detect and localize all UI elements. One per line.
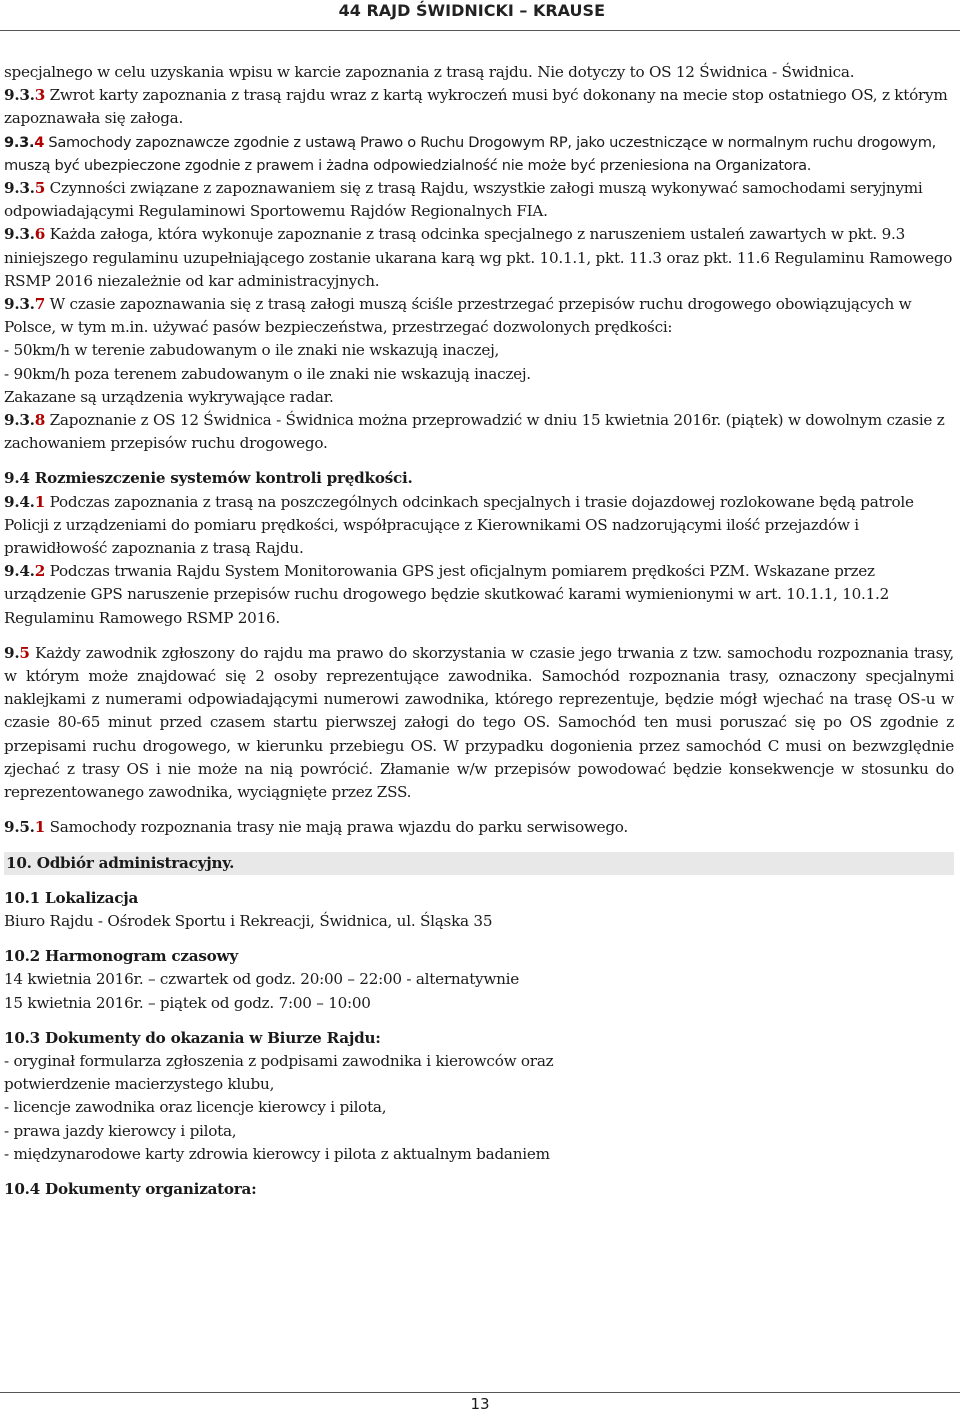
heading-10-3: 10.3 Dokumenty do okazania w Biurze Rajdu: <box>4 1028 381 1047</box>
heading-10-2: 10.2 Harmonogram czasowy <box>4 947 238 966</box>
paragraph-9-3-4 <box>4 131 954 177</box>
clause-text: Czynności związane z zapoznawaniem się z trasą Rajdu, wszystkie załogi muszą wykonywać samochodami seryjnymi odpowiadającymi Regulaminowi Sportowemu Rajdów Regionalnych FIA. <box>4 179 923 221</box>
page-header <box>0 0 960 31</box>
paragraph-9-3-6 <box>4 223 954 293</box>
clause-text: Samochody rozpoznania trasy nie mają prawa wjazdu do parku serwisowego. <box>45 818 628 837</box>
clause-number-suffix: 1 <box>34 818 46 837</box>
radar-detector-ban: Zakazane są urządzenia wykrywające radar. <box>4 387 334 406</box>
clause-number-prefix: 9.5. <box>4 818 35 837</box>
schedule-thursday: 14 kwietnia 2016r. – czwartek od godz. 20:00 – 22:00 - alternatywnie <box>4 970 520 989</box>
clause-number-suffix: 8 <box>34 411 46 430</box>
spacer <box>4 630 954 642</box>
document-title: 44 RAJD ŚWIDNICKI – KRAUSE <box>338 1 605 20</box>
clause-number-suffix: 1 <box>34 492 46 511</box>
section-10-heading: 10. Odbiór administracyjny. <box>4 852 954 875</box>
speed-limit-urban: - 50km/h w terenie zabudowanym o ile znaki nie wskazują inaczej, <box>4 341 500 360</box>
clause-number-suffix: 2 <box>34 562 46 581</box>
clause-number-prefix: 9.3. <box>4 86 35 105</box>
clause-text: Każdy zawodnik zgłoszony do rajdu ma prawo do skorzystania w czasie jego trwania z tzw. samochodu rozpoznania trasy, w którym może znajdować się 2 osoby reprezentujące zawodnika. Samochód rozpoznania trasy, oznaczony specjalnymi naklejkami z numerami odpowiadającymi numerowi zawodnika, którego reprezentuje, będzie mógł wjechać na trasę OS-u w czasie 80-65 minut przed czasem startu pierwszej załogi do tego OS. Samochód ten musi poruszać się po OS zgodnie z przepisami ruchu drogowego, w kierunku przebiegu OS. W przypadku dogonienia przez samochód C musi on bezwzględnie zjechać z trasy OS i nie może na nią powrócić. Złamanie w/w przepisów powodować będzie konsekwencje w stosunku do reprezentowanego zawodnika, wyciągnięte przez ZSS. <box>4 643 954 802</box>
clause-number-suffix: 3 <box>34 86 46 105</box>
document-item: - licencje zawodnika oraz licencje kierowcy i pilota, <box>4 1098 387 1117</box>
clause-text: Podczas trwania Rajdu System Monitorowania GPS jest oficjalnym pomiarem prędkości PZM. Wskazane przez urządzenie GPS naruszenie przepisów ruchu drogowego będzie skutkować karami wymienionymi w art. 10.1.1, 10.1.2 Regulaminu Ramowego RSMP 2016. <box>4 562 889 627</box>
speed-limit-rural: - 90km/h poza terenem zabudowanym o ile znaki nie wskazują inaczej. <box>4 364 531 383</box>
clause-text: Każda załoga, która wykonuje zapoznanie z trasą odcinka specjalnego z naruszeniem ustaleń zawartych w pkt. 9.3 niniejszego regulaminu uzupełniającego zostanie ukarana karą wg pkt. 10.1.1, pkt. 11.3 oraz pkt. 11.6 Regulaminu Ramowego RSMP 2016 niezależnie od kar administracyjnych. <box>4 225 953 290</box>
spacer <box>4 840 954 852</box>
paragraph-9-4-1 <box>4 491 954 561</box>
paragraph-9-3-8 <box>4 409 954 455</box>
clause-number-suffix: 4 <box>34 133 45 151</box>
page-content <box>4 61 954 1201</box>
clause-number-prefix: 9.3. <box>4 179 35 198</box>
clause-number-prefix: 9.3. <box>4 225 35 244</box>
paragraph-9-5 <box>4 642 954 804</box>
paragraph-9-3-5 <box>4 177 954 223</box>
clause-text: Zapoznanie z OS 12 Świdnica - Świdnica można przeprowadzić w dniu 15 kwietnia 2016r. (piątek) w dowolnym czasie z zachowaniem przepisów ruchu drogowego. <box>4 411 945 453</box>
spacer <box>4 1015 954 1027</box>
rally-office-location: Biuro Rajdu - Ośrodek Sportu i Rekreacji, Świdnica, ul. Śląska 35 <box>4 911 493 930</box>
clause-number-prefix: 9.3. <box>4 295 35 314</box>
clause-number-prefix: 9. <box>4 643 20 662</box>
clause-number-suffix: 5 <box>19 643 30 662</box>
clause-number-prefix: 9.4. <box>4 492 35 511</box>
clause-number-suffix: 7 <box>34 295 46 314</box>
clause-number-suffix: 5 <box>34 179 46 198</box>
document-item-continuation: potwierdzenie macierzystego klubu, <box>4 1075 275 1094</box>
paragraph-9-5-1 <box>4 816 954 839</box>
paragraph-9-3-7 <box>4 293 954 339</box>
paragraph-9-3-3 <box>4 84 954 130</box>
heading-9-4: 9.4 Rozmieszczenie systemów kontroli prędkości. <box>4 469 413 488</box>
heading-10-1: 10.1 Lokalizacja <box>4 888 139 907</box>
paragraph-9-4-2 <box>4 560 954 630</box>
schedule-friday: 15 kwietnia 2016r. – piątek od godz. 7:00 – 10:00 <box>4 993 371 1012</box>
document-item: - oryginał formularza zgłoszenia z podpisami zawodnika i kierowców oraz <box>4 1051 554 1070</box>
clause-text: Zwrot karty zapoznania z trasą rajdu wraz z kartą wykroczeń musi być dokonany na mecie stop ostatniego OS, z którym zapoznawała się załoga. <box>4 86 948 128</box>
document-item: - prawa jazdy kierowcy i pilota, <box>4 1121 237 1140</box>
clause-number-prefix: 9.4. <box>4 562 35 581</box>
clause-text: Samochody zapoznawcze zgodnie z ustawą Prawo o Ruchu Drogowym RP, jako uczestniczące w normalnym ruchu drogowym, muszą być ubezpieczone zgodnie z prawem i żadna odpowiedzialność nie może być przeniesiona na Organizatora. <box>4 133 936 174</box>
heading-10-4: 10.4 Dokumenty organizatora: <box>4 1179 257 1198</box>
spacer <box>4 933 954 945</box>
clause-number-suffix: 6 <box>34 225 46 244</box>
clause-number-prefix: 9.3. <box>4 411 35 430</box>
document-item: - międzynarodowe karty zdrowia kierowcy i pilota z aktualnym badaniem <box>4 1144 550 1163</box>
clause-text: Podczas zapoznania z trasą na poszczególnych odcinkach specjalnych i trasie dojazdowej rozlokowane będą patrole Policji z urządzeniami do pomiaru prędkości, współpracujące z Kierownikami OS nadzorującymi ilość przejazdów i prawidłowość zapoznania z trasą Rajdu. <box>4 492 914 558</box>
spacer <box>4 804 954 816</box>
spacer <box>4 455 954 467</box>
clause-text: W czasie zapoznawania się z trasą załogi muszą ściśle przestrzegać przepisów ruchu drogowego obowiązujących w Polsce, w tym m.in. używać pasów bezpieczeństwa, przestrzegać dozwolonych prędkości: <box>4 295 912 337</box>
spacer <box>4 1166 954 1178</box>
page-number: 13 <box>470 1395 490 1413</box>
paragraph-continuation: specjalnego w celu uzyskania wpisu w karcie zapoznania z trasą rajdu. Nie dotyczy to OS 12 Świdnica - Świdnica. <box>4 63 855 81</box>
footer-divider <box>0 1392 960 1393</box>
spacer <box>4 875 954 887</box>
clause-number-prefix: 9.3. <box>4 133 35 151</box>
